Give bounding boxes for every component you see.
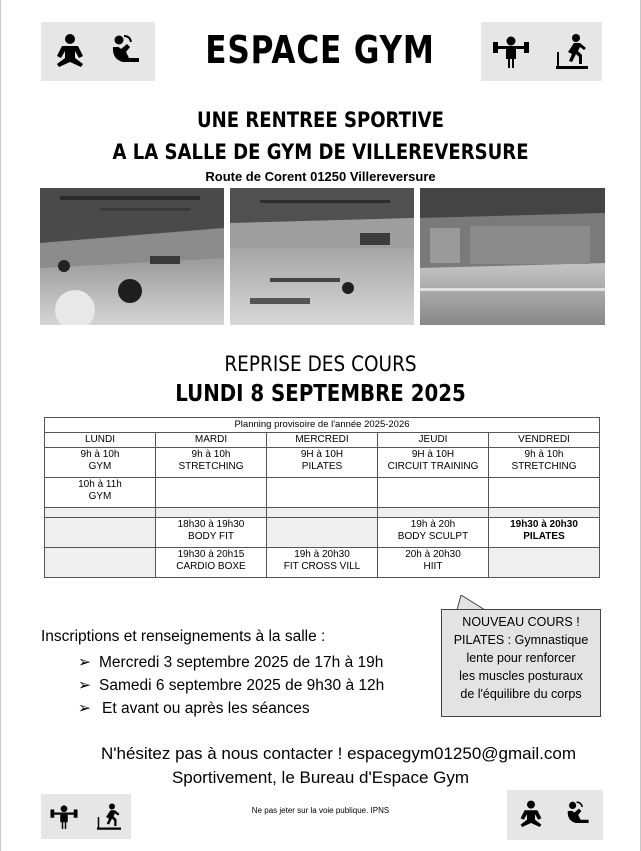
planning-cell xyxy=(489,478,600,508)
arrow-bullet-icon: ➢ xyxy=(78,700,91,717)
planning-cell: 9h à 10h STRETCHING xyxy=(156,448,267,478)
headline-line2: A LA SALLE DE GYM DE VILLEREVERSURE xyxy=(112,140,529,164)
header-left-icons xyxy=(41,22,155,81)
planning-cell: 19h30 à 20h30 PILATES xyxy=(489,518,600,548)
planning-row xyxy=(45,508,600,518)
footer-note: Ne pas jeter sur la voie publique. IPNS xyxy=(251,806,390,815)
reprise-label: REPRISE DES COURS xyxy=(224,352,417,376)
planning-cell xyxy=(267,508,378,518)
list-item: ➢ Et avant ou après les séances xyxy=(78,700,310,717)
situp-icon xyxy=(107,32,147,72)
gym-photo-equipment-room xyxy=(230,188,414,325)
main-title: ESPACE GYM xyxy=(205,28,435,72)
planning-cell: 9H à 10H PILATES xyxy=(267,448,378,478)
planning-row xyxy=(45,478,600,508)
planning-cell xyxy=(378,508,489,518)
planning-cell xyxy=(489,508,600,518)
planning-cell xyxy=(45,548,156,578)
meditation-icon xyxy=(515,799,547,831)
planning-cell xyxy=(489,548,600,578)
planning-cell xyxy=(378,478,489,508)
planning-cell xyxy=(45,518,156,548)
planning-cell xyxy=(156,478,267,508)
planning-cell: 19h à 20h30 FIT CROSS VILL xyxy=(267,548,378,578)
day-header: MERCREDI xyxy=(267,433,378,448)
new-course-callout: NOUVEAU COURS ! PILATES : Gymnastique lente pour renforcer les muscles posturaux de l'équilibre du corps xyxy=(441,609,601,717)
address: Route de Corent 01250 Villereversure xyxy=(205,169,436,184)
planning-caption: Planning provisoire de l'année 2025-2026 xyxy=(45,418,600,433)
inscriptions-intro: Inscriptions et renseignements à la salle : xyxy=(41,628,326,645)
planning-cell xyxy=(156,508,267,518)
header-right-icons xyxy=(481,22,602,81)
weightlifting-icon xyxy=(491,32,531,72)
reprise-date: LUNDI 8 SEPTEMBRE 2025 xyxy=(175,381,466,407)
planning-cell: 9h à 10h GYM xyxy=(45,448,156,478)
gym-photo-mirror-room xyxy=(420,188,605,325)
page-edge-left xyxy=(0,0,1,851)
treadmill-icon xyxy=(552,32,592,72)
situp-icon xyxy=(563,799,595,831)
list-item: ➢ Samedi 6 septembre 2025 de 9h30 à 12h xyxy=(78,677,385,694)
arrow-bullet-icon: ➢ xyxy=(78,677,91,694)
gym-photo-weights-room xyxy=(40,188,224,325)
planning-row xyxy=(45,548,600,578)
footer-left-icons xyxy=(41,794,131,839)
planning-cell: 18h30 à 19h30 BODY FIT xyxy=(156,518,267,548)
planning-days-row xyxy=(45,433,600,448)
inscriptions-list xyxy=(78,651,384,720)
day-header: JEUDI xyxy=(378,433,489,448)
planning-cell xyxy=(267,518,378,548)
planning-cell xyxy=(267,478,378,508)
arrow-bullet-icon: ➢ xyxy=(78,654,91,671)
planning-cell: 10h à 11h GYM xyxy=(45,478,156,508)
day-header: MARDI xyxy=(156,433,267,448)
planning-table xyxy=(44,417,600,578)
day-header: LUNDI xyxy=(45,433,156,448)
contact-line: N'hésitez pas à nous contacter ! espacegym01250@gmail.com xyxy=(100,744,577,763)
planning-cell: 9h à 10h STRETCHING xyxy=(489,448,600,478)
planning-cell xyxy=(45,508,156,518)
day-header: VENDREDI xyxy=(489,433,600,448)
planning-cell: 9H à 10H CIRCUIT TRAINING xyxy=(378,448,489,478)
signature: Sportivement, le Bureau d'Espace Gym xyxy=(171,768,470,787)
meditation-icon xyxy=(50,32,90,72)
planning-cell: 19h30 à 20h15 CARDIO BOXE xyxy=(156,548,267,578)
planning-cell: 19h à 20h BODY SCULPT xyxy=(378,518,489,548)
planning-row xyxy=(45,448,600,478)
list-item: ➢ Mercredi 3 septembre 2025 de 17h à 19h xyxy=(78,654,384,671)
planning-cell: 20h à 20h30 HIIT xyxy=(378,548,489,578)
headline-line1: UNE RENTREE SPORTIVE xyxy=(196,108,444,132)
footer-right-icons xyxy=(507,790,603,840)
planning-row xyxy=(45,518,600,548)
